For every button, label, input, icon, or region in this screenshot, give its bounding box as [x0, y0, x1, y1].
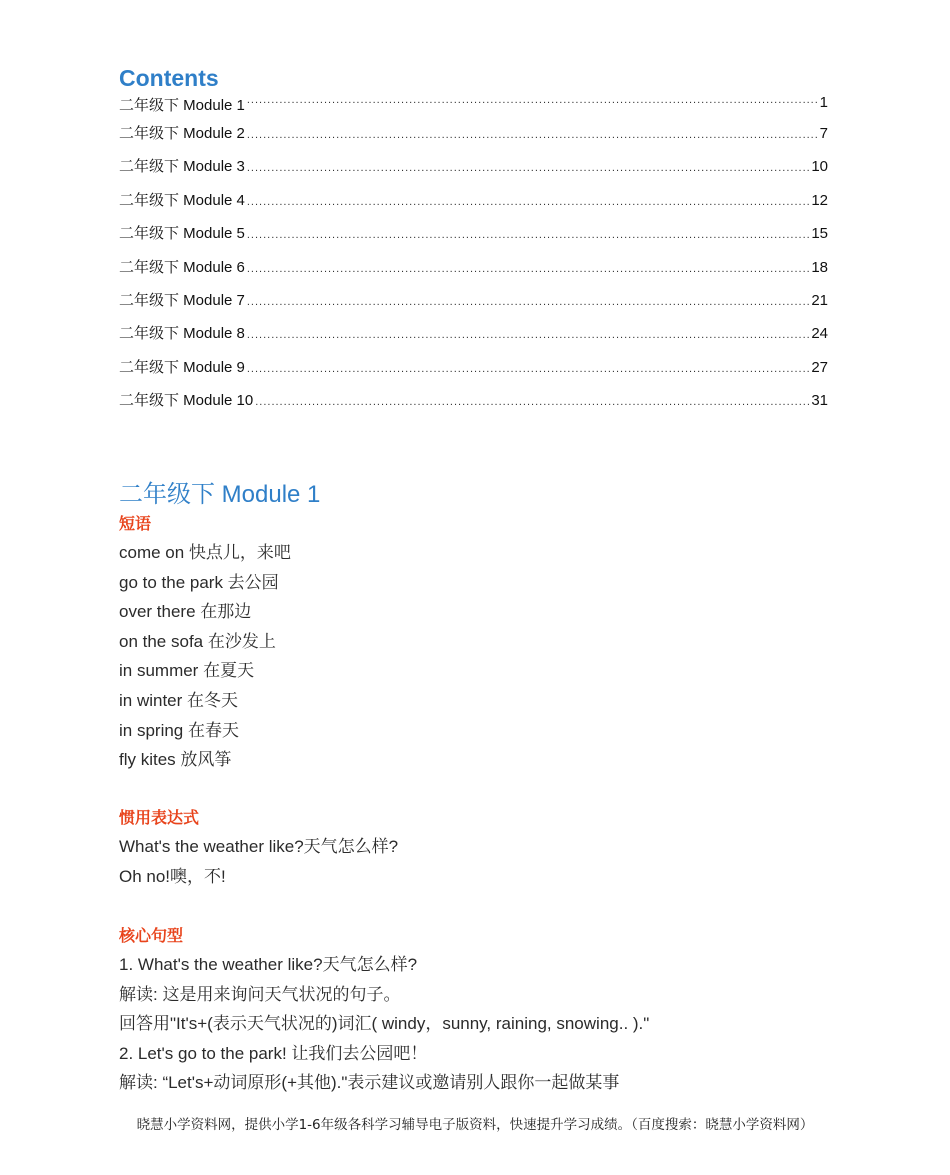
- toc-entry-page: 15: [811, 225, 828, 243]
- expression-item: What's the weather like?天气怎么样?: [119, 837, 399, 856]
- phrase-item: in winter 在冬天: [119, 690, 239, 710]
- sentences-section: [119, 924, 839, 1098]
- toc-entry-page: 7: [819, 125, 828, 142]
- toc-entry[interactable]: [119, 155, 828, 188]
- phrase-item: go to the park 去公园: [119, 572, 279, 592]
- toc-entry[interactable]: [119, 222, 828, 255]
- toc-entry[interactable]: [119, 94, 828, 122]
- phrase-item: in summer 在夏天: [119, 661, 255, 681]
- expression-item: Oh no!噢，不!: [119, 866, 226, 886]
- module-title: 二年级下 Module 1: [119, 481, 321, 508]
- toc-entry-page: 10: [811, 158, 828, 176]
- toc-entry[interactable]: [119, 389, 828, 422]
- toc-entry[interactable]: [119, 189, 828, 222]
- phrase-item: on the sofa 在沙发上: [119, 631, 276, 651]
- phrase-item: fly kites 放风筝: [119, 750, 232, 770]
- toc-entry-page: 31: [811, 392, 828, 410]
- toc-entry[interactable]: [119, 289, 828, 322]
- sentence-item: 2. Let's go to the park! 让我们去公园吧！: [119, 1043, 428, 1063]
- phrases-heading: 短语: [119, 516, 152, 533]
- toc-entry-label: 二年级下 Module 2: [119, 125, 245, 142]
- toc-entry-label: 二年级下 Module 1: [119, 97, 245, 114]
- toc-leader-dots: [247, 263, 809, 275]
- toc-leader-dots: [247, 296, 809, 308]
- toc-leader-dots: [247, 162, 809, 174]
- sentence-explanation: 回答用"It's+(表示天气状况的)词汇( windy，sunny, raining, snowing.. ).": [119, 1014, 650, 1034]
- toc-leader-dots: [247, 196, 809, 208]
- toc-entry-page: 24: [811, 325, 828, 343]
- toc-entry-label: 二年级下 Module 7: [119, 291, 245, 309]
- toc-entry-label: 二年级下 Module 10: [119, 392, 254, 410]
- toc-entry-label: 二年级下 Module 8: [119, 325, 245, 343]
- toc-entry-page: 1: [819, 94, 828, 111]
- sentence-item: 1. What's the weather like?天气怎么样?: [119, 955, 418, 974]
- phrase-item: in spring 在春天: [119, 720, 239, 740]
- toc-entry-page: 27: [811, 358, 828, 376]
- sentence-explanation: 解读: “Let's+动词原形(+其他)."表示建议或邀请别人跟你一起做某事: [119, 1073, 620, 1093]
- toc-entry-page: 18: [811, 258, 828, 276]
- toc-leader-dots: [247, 329, 809, 341]
- toc-entry[interactable]: [119, 256, 828, 289]
- toc-leader-dots: [247, 129, 818, 141]
- expressions-heading: 惯用表达式: [119, 810, 200, 827]
- toc-entry-label: 二年级下 Module 4: [119, 191, 245, 209]
- toc-entry-page: 12: [811, 191, 828, 209]
- sentences-heading: 核心句型: [119, 928, 184, 945]
- phrase-item: over there 在那边: [119, 602, 252, 622]
- toc-entry-page: 21: [811, 291, 828, 309]
- toc-entry-label: 二年级下 Module 5: [119, 225, 245, 243]
- phrases-section: [119, 512, 839, 775]
- page-footer: 晓慧小学资料网，提供小学1-6年级各科学习辅导电子版资料，快速提升学习成绩。（百度搜索：晓慧小学资料网）: [136, 1117, 814, 1133]
- toc-leader-dots: [255, 396, 809, 408]
- expressions-section: [119, 806, 839, 891]
- toc-leader-dots: [247, 94, 818, 106]
- sentence-explanation: 解读: 这是用来询问天气状况的句子。: [119, 984, 401, 1004]
- toc-entry-label: 二年级下 Module 6: [119, 258, 245, 276]
- toc-title: Contents: [119, 65, 219, 91]
- phrase-item: come on 快点儿，来吧: [119, 543, 291, 562]
- toc-entry-label: 二年级下 Module 9: [119, 358, 245, 376]
- table-of-contents: [119, 62, 828, 423]
- toc-entry[interactable]: [119, 322, 828, 355]
- toc-list: [119, 94, 828, 423]
- toc-leader-dots: [247, 229, 809, 241]
- toc-entry[interactable]: [119, 122, 828, 155]
- toc-leader-dots: [247, 363, 809, 375]
- toc-entry[interactable]: [119, 356, 828, 389]
- toc-entry-label: 二年级下 Module 3: [119, 158, 245, 176]
